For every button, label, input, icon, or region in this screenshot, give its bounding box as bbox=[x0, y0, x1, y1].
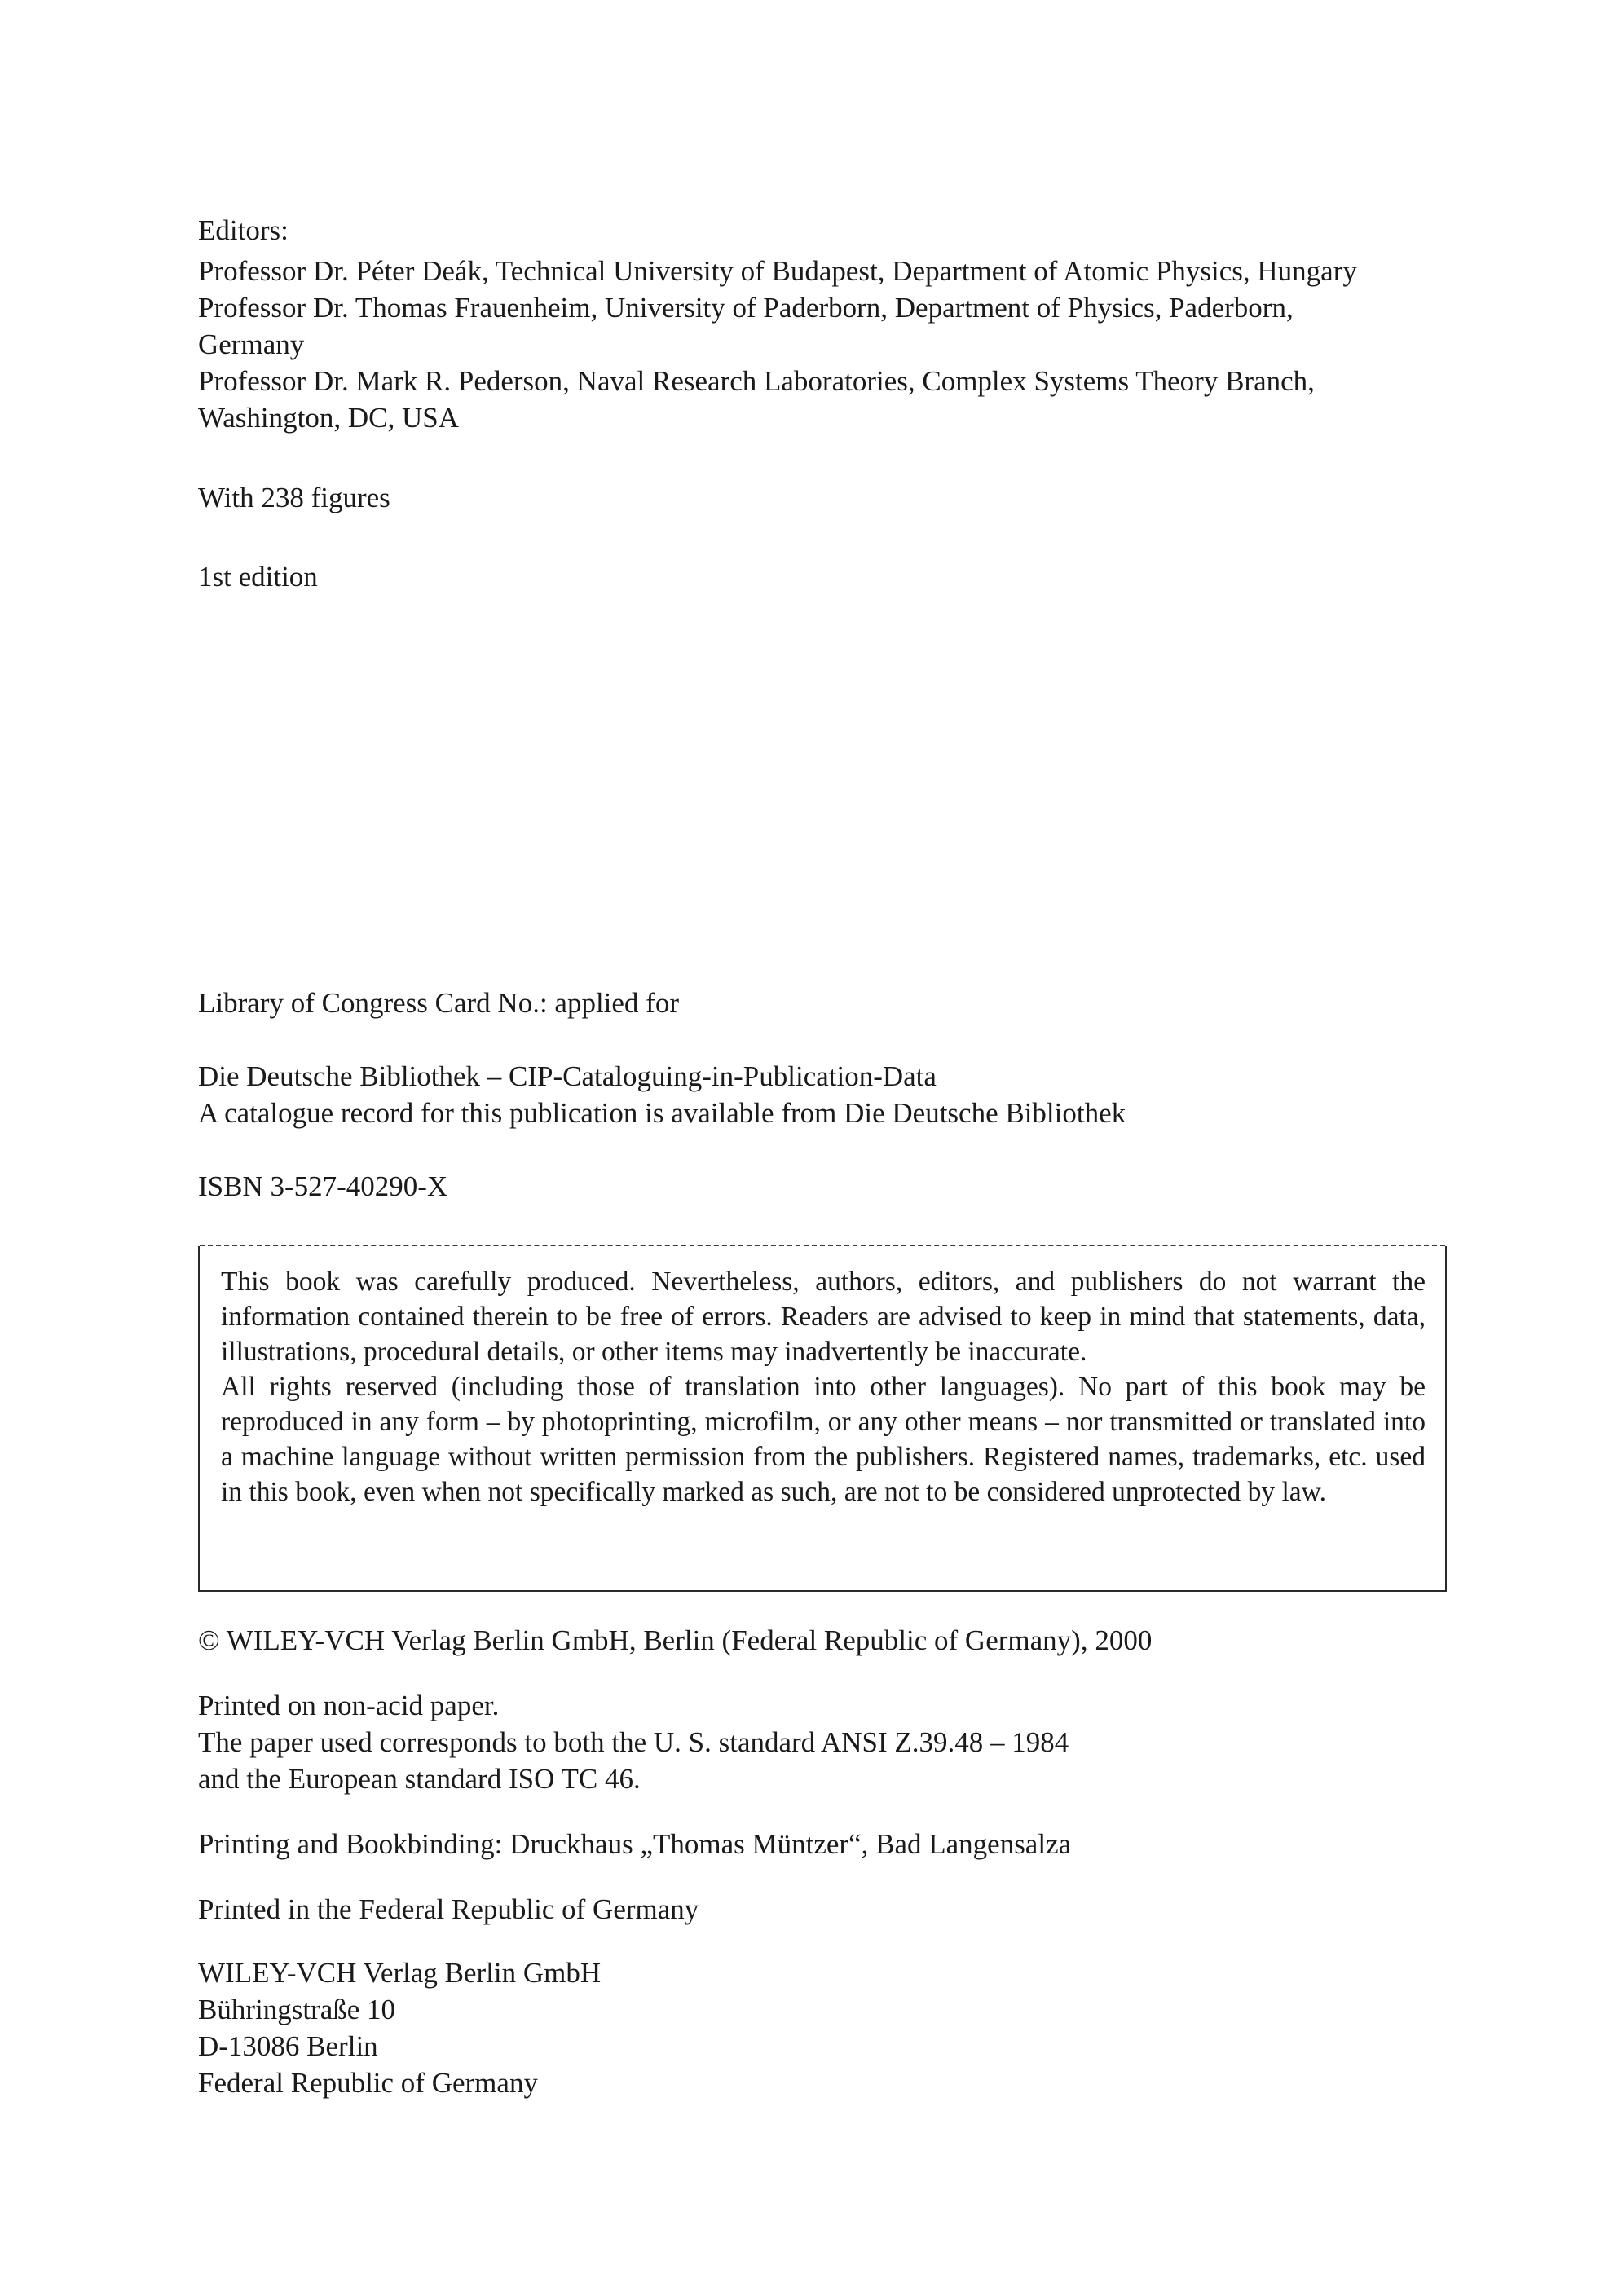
publisher-name: WILEY-VCH Verlag Berlin GmbH bbox=[198, 1957, 602, 1989]
disclaimer-text bbox=[221, 1264, 1426, 1509]
disclaimer-box bbox=[198, 1246, 1447, 1592]
publisher-country: Federal Republic of Germany bbox=[198, 2067, 538, 2099]
paper-line: The paper used corresponds to both the U. S. standard ANSI Z.39.48 – 1984 bbox=[198, 1726, 1069, 1758]
paper-line: and the European standard ISO TC 46. bbox=[198, 1763, 641, 1795]
editor-line: Germany bbox=[198, 328, 305, 360]
dnb-title: Die Deutsche Bibliothek – CIP-Cataloguing-in-Publication-Data bbox=[198, 1060, 937, 1092]
editor-line: Professor Dr. Thomas Frauenheim, University of Paderborn, Department of Physics, Paderborn, bbox=[198, 292, 1294, 324]
printing-bookbinding: Printing and Bookbinding: Druckhaus „Thomas Müntzer“, Bad Langensalza bbox=[198, 1828, 1072, 1860]
editor-line: Professor Dr. Péter Deák, Technical University of Budapest, Department of Atomic Physics, Hungary bbox=[198, 255, 1357, 287]
edition: 1st edition bbox=[198, 561, 318, 593]
disclaimer-box-top-border bbox=[200, 1245, 1445, 1246]
editor-line: Professor Dr. Mark R. Pederson, Naval Research Laboratories, Complex Systems Theory Branch, bbox=[198, 365, 1315, 397]
editors-heading: Editors: bbox=[198, 214, 289, 246]
copyright-line: © WILEY-VCH Verlag Berlin GmbH, Berlin (Federal Republic of Germany), 2000 bbox=[198, 1624, 1153, 1656]
disclaimer-paragraph: This book was carefully produced. Nevertheless, authors, editors, and publishers do not warrant the information contained therein to be free of errors. Readers are advised to keep in mind that statements, data, illustrations, procedural details, or other items may inadvertently be inaccurate. bbox=[221, 1267, 1426, 1367]
isbn: ISBN 3-527-40290-X bbox=[198, 1170, 448, 1202]
figures-count: With 238 figures bbox=[198, 482, 390, 513]
library-of-congress: Library of Congress Card No.: applied for bbox=[198, 987, 679, 1019]
publisher-city: D-13086 Berlin bbox=[198, 2030, 378, 2062]
printed-in: Printed in the Federal Republic of Germany bbox=[198, 1893, 699, 1925]
paper-line: Printed on non-acid paper. bbox=[198, 1690, 500, 1721]
rights-paragraph: All rights reserved (including those of translation into other languages). No part of this book may be reproduced in any form – by photoprinting, microfilm, or any other means – nor transmitted or translated into a machine language without written permission from the publishers. Registered names, trademarks, etc. used in this book, even when not specifically marked as such, are not to be considered unprotected by law. bbox=[221, 1372, 1426, 1507]
dnb-note: A catalogue record for this publication is available from Die Deutsche Bibliothek bbox=[198, 1097, 1126, 1129]
editor-line: Washington, DC, USA bbox=[198, 402, 459, 434]
publisher-street: Bühringstraße 10 bbox=[198, 1994, 396, 2025]
